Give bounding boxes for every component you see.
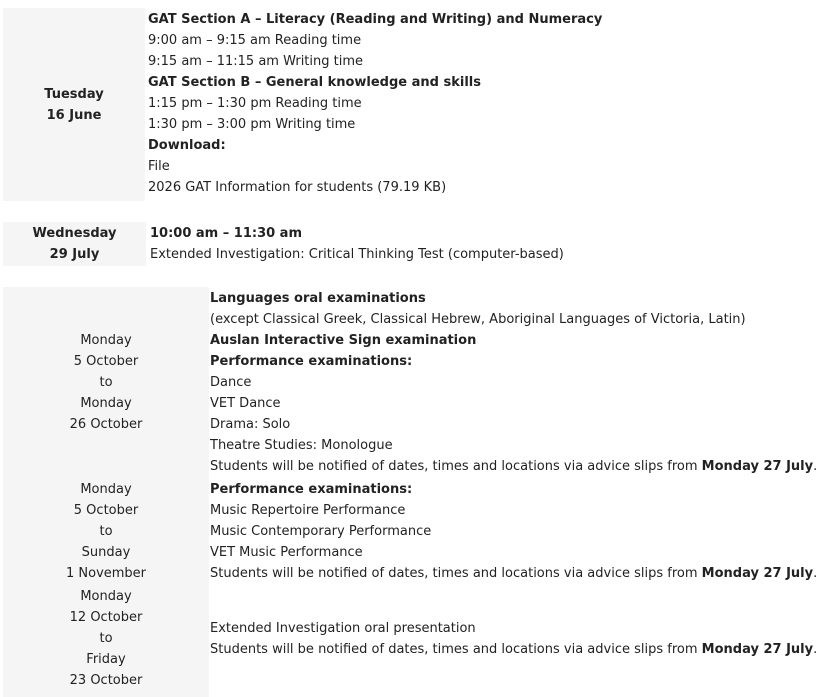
range1-date1: 5 October <box>73 354 139 369</box>
gat-info-file-link[interactable]: 2026 GAT Information for students (79.19 KB) <box>148 180 447 195</box>
ei-oral-presentation: Extended Investigation oral presentation <box>210 621 476 636</box>
range1-day1: Monday <box>80 333 132 348</box>
performance-item: VET Music Performance <box>210 545 363 560</box>
ei-row <box>3 222 833 266</box>
gat-section-a-title: GAT Section A – Literacy (Reading and Writing) and Numeracy <box>148 12 603 27</box>
gat-row <box>3 8 833 201</box>
range1-date2: 26 October <box>69 417 143 432</box>
gat-section-b-reading: 1:15 pm – 1:30 pm Reading time <box>148 96 362 111</box>
performance-item: Drama: Solo <box>210 417 291 432</box>
oral-date-range-1 <box>3 330 209 435</box>
ei-date-day: Wednesday <box>32 226 117 241</box>
performance-item: Music Repertoire Performance <box>210 503 406 518</box>
languages-oral-title: Languages oral examinations <box>210 291 426 306</box>
range3-day1: Monday <box>80 589 132 604</box>
performance-title-2: Performance examinations: <box>210 482 413 497</box>
notify-date: Monday 27 July <box>701 566 814 581</box>
ei-date-cell <box>3 222 146 266</box>
gat-date-day: Tuesday <box>44 86 104 102</box>
gat-section-a-writing: 9:15 am – 11:15 am Writing time <box>148 54 364 69</box>
range2-day1: Monday <box>80 482 132 497</box>
auslan-title: Auslan Interactive Sign examination <box>210 333 477 348</box>
range3-date2: 23 October <box>69 673 143 688</box>
range3-to: to <box>99 631 113 646</box>
oral-date-range-3 <box>3 586 209 691</box>
gat-section-b-writing: 1:30 pm – 3:00 pm Writing time <box>148 117 356 132</box>
oral-date-cell <box>3 287 209 697</box>
performance-item: Music Contemporary Performance <box>210 524 432 539</box>
gat-date-cell <box>3 8 145 201</box>
range1-to: to <box>99 375 113 390</box>
performance-item: VET Dance <box>210 396 281 411</box>
notify-date: Monday 27 July <box>701 459 814 474</box>
performance-item: Theatre Studies: Monologue <box>210 438 393 453</box>
gat-section-b-title: GAT Section B – General knowledge and skills <box>148 75 481 90</box>
range2-to: to <box>99 524 113 539</box>
range2-date1: 5 October <box>73 503 139 518</box>
languages-oral-note: (except Classical Greek, Classical Hebrew, Aboriginal Languages of Victoria, Latin) <box>210 312 746 327</box>
file-label: File <box>148 159 170 174</box>
gat-details <box>148 9 602 198</box>
range2-day2: Sunday <box>81 545 131 560</box>
notify-date: Monday 27 July <box>701 642 814 657</box>
notify-line-1: Students will be notified of dates, times and locations via advice slips from Monday 27 July. <box>210 459 818 474</box>
range3-date1: 12 October <box>69 610 143 625</box>
music-details <box>210 479 817 584</box>
oral-date-range-2 <box>3 479 209 584</box>
ei-details <box>150 223 564 265</box>
notify-line-3: Students will be notified of dates, times and locations via advice slips from Monday 27 July. <box>210 642 818 657</box>
gat-date-day-num: 16 June <box>46 107 102 123</box>
performance-item: Dance <box>210 375 252 390</box>
download-label: Download: <box>148 138 226 153</box>
range1-day2: Monday <box>80 396 132 411</box>
ei-time: 10:00 am – 11:30 am <box>150 226 303 241</box>
ei-description: Extended Investigation: Critical Thinking Test (computer-based) <box>150 247 564 262</box>
notify-line-2: Students will be notified of dates, times and locations via advice slips from Monday 27 July. <box>210 566 818 581</box>
performance-title-1: Performance examinations: <box>210 354 413 369</box>
oral-row <box>3 287 833 697</box>
ei-oral-details <box>210 618 817 660</box>
oral-details <box>210 288 817 477</box>
range2-date2: 1 November <box>65 566 147 581</box>
range3-day2: Friday <box>86 652 126 667</box>
ei-date-day-num: 29 July <box>49 247 100 262</box>
gat-section-a-reading: 9:00 am – 9:15 am Reading time <box>148 33 362 48</box>
